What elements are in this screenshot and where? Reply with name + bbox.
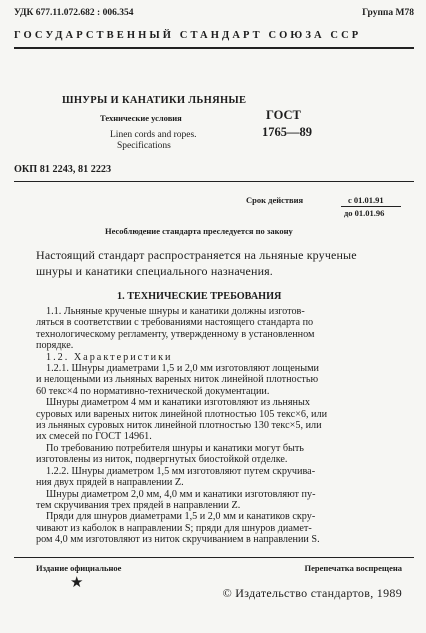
subtitle-ru: Технические условия (100, 113, 182, 123)
body-line: 60 текс×4 по нормативно-технической документации. (36, 385, 270, 397)
body-line: 1.2. Характеристики (46, 351, 173, 363)
body-line: 1.2.2. Шнуры диаметром 1,5 мм изготовляют путем скручива- (46, 465, 316, 477)
title-en-line1: Linen cords and ropes. (110, 130, 197, 140)
body-line: суровых или вареных ниток линейной плотностью 105 текс×6, или (36, 408, 328, 420)
body-text (36, 306, 400, 546)
law-notice: Несоблюдение стандарта преследуется по закону (105, 226, 293, 236)
banner-rule (14, 47, 414, 49)
body-line: ляться в соответствии с требованиями настоящего стандарта по (36, 317, 314, 329)
validity-from: с 01.01.91 (348, 195, 384, 205)
body-line: Шнуры диаметром 4 мм и канатики изготовляют из льняных (46, 397, 310, 409)
validity-to: до 01.01.96 (344, 208, 385, 218)
intro-line-1: Настоящий стандарт распространяется на льняные крученые (36, 248, 357, 262)
gost-number: 1765—89 (262, 125, 312, 139)
title-en-line2: Specifications (117, 141, 171, 151)
body-line: Пряди для шнуров диаметрами 1,5 и 2,0 мм и канатиков скру- (46, 511, 316, 523)
section-title: 1. ТЕХНИЧЕСКИЕ ТРЕБОВАНИЯ (117, 291, 282, 302)
body-line: 1.2.1. Шнуры диаметрами 1,5 и 2,0 мм изготовляют лощеными (46, 363, 319, 375)
body-line: изготовлены из ниток, подвергнутых биостойкой отделке. (36, 454, 288, 466)
body-line: и нелощеными из льняных вареных ниток линейной плотностью (36, 374, 319, 386)
okp-rule (14, 181, 414, 182)
body-line: тем скручивания трех прядей в направлении Z. (36, 499, 241, 511)
body-line: чивают из каболок в направлении S; пряди для шнуров диамет- (36, 522, 312, 534)
banner: ГОСУДАРСТВЕННЫЙ СТАНДАРТ СОЮЗА ССР (14, 30, 362, 41)
body-line: По требованию потребителя шнуры и канатики могут быть (46, 442, 304, 454)
okp-code: ОКП 81 2243, 81 2223 (14, 164, 112, 175)
reprint-notice: Перепечатка воспрещена (304, 563, 402, 573)
title-ru: ШНУРЫ И КАНАТИКИ ЛЬНЯНЫЕ (62, 95, 247, 106)
udk-code: УДК 677.11.072.682 : 006.354 (14, 8, 134, 18)
body-line: 1.1. Льняные крученые шнуры и канатики должны изготов- (46, 306, 305, 317)
body-line: ния двух прядей в направлении Z. (36, 477, 184, 489)
body-line: ром 4,0 мм изготовляют из ниток скручиванием в направлении S. (36, 534, 320, 546)
validity-rule (341, 206, 401, 207)
body-line: их смесей по ГОСТ 14961. (36, 431, 152, 443)
intro-line-2: шнуры и канатики специального назначения. (36, 264, 273, 278)
publisher: © Издательство стандартов, 1989 (222, 586, 402, 600)
gost-label: ГОСТ (266, 108, 301, 122)
body-line: порядке. (36, 340, 74, 352)
footer-rule (14, 557, 414, 558)
validity-label: Срок действия (246, 195, 304, 205)
official-edition: Издание официальное (36, 563, 122, 573)
body-line: из льняных суровых ниток линейной плотностью 130 текс×5, или (36, 420, 322, 432)
body-line: технологическому регламенту, утвержденному в установленном (36, 328, 315, 340)
body-line: Шнуры диаметром 2,0 мм, 4,0 мм и канатики изготовляют пу- (46, 488, 316, 500)
star-icon: ★ (70, 575, 84, 591)
group-code: Группа М78 (362, 8, 414, 18)
